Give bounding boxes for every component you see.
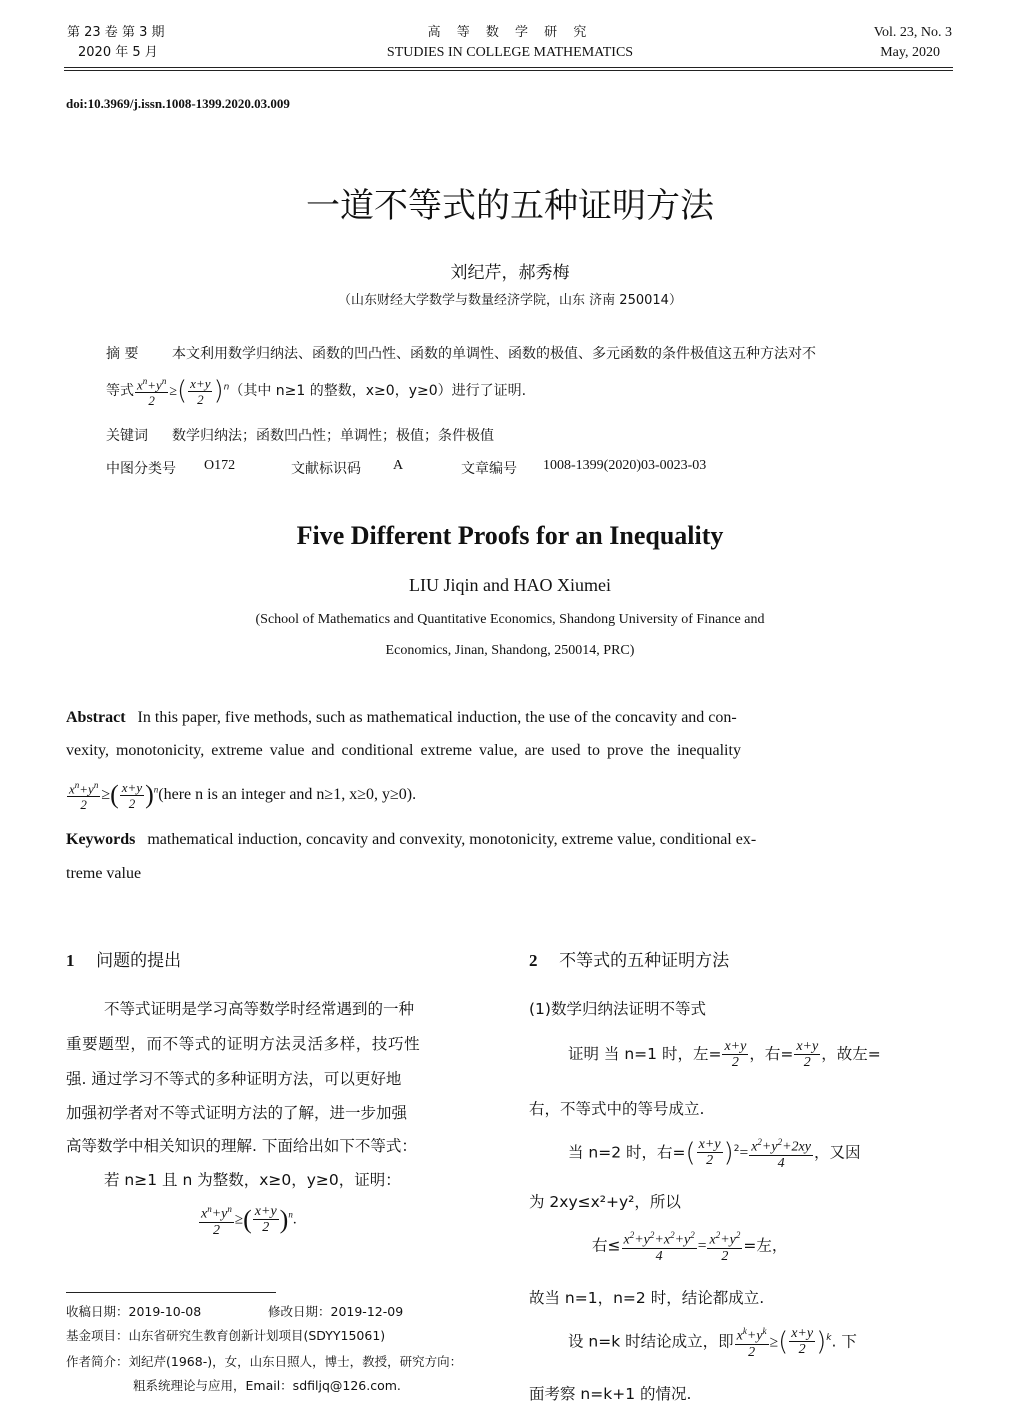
sec1-line5: 高等数学中相关知识的理解. 下面给出如下不等式： bbox=[66, 1137, 417, 1155]
abstract-en-label: Abstract bbox=[66, 709, 126, 726]
journal-issue: 第 23 卷 第 3 期 bbox=[67, 25, 165, 40]
proof-n1-line: 证明 当 n=1 时，左= $\frac{x+y}{2}$ ，右= $\frac{x+y}{2}$ ，故左= bbox=[568, 1039, 881, 1070]
keywords-cn: 数学归纳法；函数凹凸性；单调性；极值；条件极值 bbox=[172, 428, 494, 444]
sec1-line3: 强. 通过学习不等式的多种证明方法，可以更好地 bbox=[66, 1070, 402, 1088]
proof-n2-chain: 右≤ $\frac{x^2+y^2+x^2+y^2}{4}$ = $\frac{x^2+y^2}{2}$ =左， bbox=[592, 1230, 788, 1264]
header-rule-bottom bbox=[64, 70, 953, 71]
journal-name-cn: 高 等 数 学 研 究 bbox=[427, 25, 593, 40]
proof-base-conclusion: 故当 n=1，n=2 时，结论都成立. bbox=[529, 1289, 765, 1307]
affiliation-en-1: (School of Mathematics and Quantitative Economics, Shandong University of Finance and bbox=[255, 612, 765, 627]
author-bio-2: 粗系统理论与应用，Email：sdfiljq@126.com. bbox=[133, 1378, 401, 1393]
keywords-en-text1: mathematical induction, concavity and convexity, monotonicity, extreme value, conditional ex- bbox=[147, 831, 757, 848]
title-en: Five Different Proofs for an Inequality bbox=[296, 521, 724, 550]
abstract-cn-line2: 等式 $\frac{x^n+y^n}{2}$ ≥( $\frac{x+y}{2}$ )$^n$（其中 n≥1 的整数，x≥0，y≥0）进行了证明. bbox=[106, 375, 527, 409]
proof-n2-because: 为 2xy≤x²+y²，所以 bbox=[529, 1193, 681, 1211]
header-rule-top bbox=[64, 67, 953, 68]
abstract-cn-prefix: 等式 bbox=[106, 383, 134, 400]
authors-en: LIU Jiqin and HAO Xiumei bbox=[409, 575, 611, 595]
journal-date: 2020 年 5 月 bbox=[78, 45, 158, 60]
fund-info: 基金项目：山东省研究生教育创新计划项目(SDYY15061) bbox=[66, 1328, 386, 1343]
article-no-value: 1008-1399(2020)03-0023-03 bbox=[543, 458, 707, 473]
journal-name-en: STUDIES IN COLLEGE MATHEMATICS bbox=[386, 45, 634, 60]
section2-heading bbox=[529, 946, 729, 971]
proof-n1-b: ，右= bbox=[749, 1045, 794, 1063]
keywords-en-line1 bbox=[66, 831, 756, 849]
proof-n1-conclusion: 右，不等式中的等号成立. bbox=[529, 1100, 705, 1118]
subsection-induction: (1)数学归纳法证明不等式 bbox=[529, 1000, 706, 1018]
author-bio-1: 作者简介：刘纪芹(1968-)，女，山东日照人，博士，教授，研究方向： bbox=[66, 1354, 463, 1369]
proof-n2-line: 当 n=2 时，右=( $\frac{x+y}{2}$ )$^2$= $\frac{x^2+y^2+2xy}{4}$ ，又因 bbox=[568, 1137, 861, 1171]
keywords-cn-label: 关键词 bbox=[106, 428, 148, 444]
affiliation-en-2: Economics, Jinan, Shandong, 250014, PRC) bbox=[385, 643, 635, 658]
doc-code-value: A bbox=[393, 458, 404, 473]
proof-n2-chain-b: =左， bbox=[743, 1236, 788, 1255]
proof-n1-c: ，故左= bbox=[821, 1045, 881, 1063]
proof-n2-b: ，又因 bbox=[813, 1143, 861, 1162]
sec1-line2: 重要题型，而不等式的证明方法灵活多样，技巧性 bbox=[66, 1035, 421, 1053]
section1-number: 1 bbox=[66, 951, 75, 970]
sec1-line1: 不等式证明是学习高等数学时经常遇到的一种 bbox=[104, 1000, 415, 1018]
affiliation-cn: （山东财经大学数学与数量经济学院，山东 济南 250014） bbox=[338, 293, 682, 308]
authors-cn: 刘纪芹，郝秀梅 bbox=[450, 263, 570, 283]
received-date: 收稿日期：2019-10-08 bbox=[66, 1304, 202, 1319]
section1-heading bbox=[66, 946, 181, 971]
sec1-inequality: $\frac{x^n+y^n}{2}$ ≥( $\frac{x+y}{2}$ )$^n$. bbox=[201, 1204, 297, 1238]
proof-n1-a: 证明 当 n=1 时，左= bbox=[568, 1045, 722, 1063]
abstract-cn-label: 摘 要 bbox=[106, 346, 139, 362]
proof-n2-chain-a: 右≤ bbox=[592, 1236, 621, 1255]
clc-value: O172 bbox=[204, 458, 236, 473]
proof-next-step: 面考察 n=k+1 的情况. bbox=[529, 1385, 692, 1403]
volume-info: Vol. 23, No. 3 bbox=[873, 25, 952, 40]
keywords-en-label: Keywords bbox=[66, 831, 136, 848]
proof-hyp-b: . 下 bbox=[831, 1332, 857, 1351]
proof-n2-a: 当 n=2 时，右= bbox=[568, 1143, 686, 1162]
abstract-en-suffix: (here n is an integer and n≥1, x≥0, y≥0). bbox=[158, 785, 417, 803]
proof-hyp-a: 设 n=k 时结论成立，即 bbox=[568, 1332, 734, 1351]
formula-rhs-en: $\frac{x+y}{2}$ bbox=[121, 779, 143, 811]
abstract-cn-line1: 本文利用数学归纳法、函数的凹凸性、函数的单调性、函数的极值、多元函数的条件极值这五种方法对不 bbox=[172, 346, 816, 362]
abstract-en-text1: In this paper, five methods, such as mathematical induction, the use of the concavity and con- bbox=[137, 709, 737, 726]
abstract-cn-suffix: （其中 n≥1 的整数，x≥0，y≥0）进行了证明. bbox=[229, 383, 527, 400]
issue-month: May, 2020 bbox=[880, 45, 940, 60]
revised-date: 修改日期：2019-12-09 bbox=[268, 1304, 404, 1319]
proof-induction-hypothesis: 设 n=k 时结论成立，即 $\frac{x^k+y^k}{2}$ ≥( $\frac{x+y}{2}$ )$^k$. 下 bbox=[568, 1326, 857, 1360]
title-cn: 一道不等式的五种证明方法 bbox=[306, 186, 714, 226]
sec1-line4: 加强初学者对不等式证明方法的了解，进一步加强 bbox=[66, 1104, 408, 1122]
formula-lhs-en: $\frac{x^n+y^n}{2}$ bbox=[69, 780, 99, 813]
abstract-en-line1 bbox=[66, 709, 737, 727]
formula-lhs: $\frac{x^n+y^n}{2}$ bbox=[137, 376, 167, 409]
section1-title: 问题的提出 bbox=[96, 951, 182, 971]
article-no-label: 文章编号 bbox=[461, 461, 517, 477]
doc-code-label: 文献标识码 bbox=[291, 461, 361, 477]
doi: doi:10.3969/j.issn.1008-1399.2020.03.009 bbox=[66, 96, 290, 111]
abstract-en-line3: $\frac{x^n+y^n}{2}$ ≥( $\frac{x+y}{2}$ )$^n$(here n is an integer and n≥1, x≥0, y≥0). bbox=[69, 779, 417, 813]
section2-title: 不等式的五种证明方法 bbox=[559, 951, 730, 971]
sec1-line6: 若 n≥1 且 n 为整数，x≥0，y≥0，证明： bbox=[104, 1171, 401, 1189]
formula-rhs: $\frac{x+y}{2}$ bbox=[190, 375, 211, 407]
clc-label: 中图分类号 bbox=[106, 461, 176, 477]
footnote-rule bbox=[66, 1292, 276, 1293]
keywords-en-line2: treme value bbox=[66, 865, 142, 882]
section2-number: 2 bbox=[529, 951, 538, 970]
abstract-en-line2: vexity, monotonicity, extreme value and conditional extreme value, are used to prove the inequality bbox=[66, 742, 741, 759]
